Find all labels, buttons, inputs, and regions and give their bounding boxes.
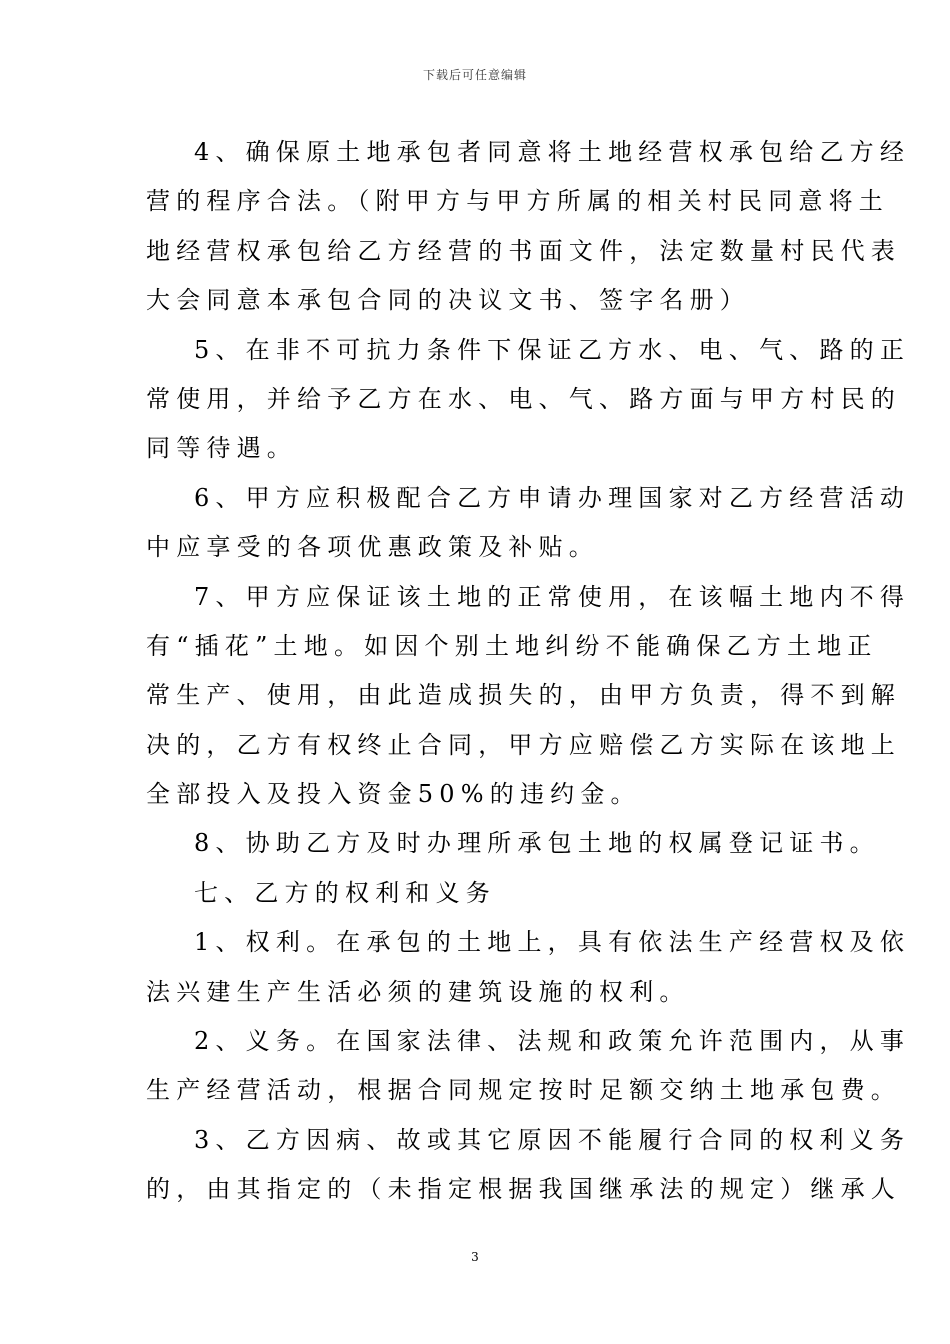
text-line: 5、在非不可抗力条件下保证乙方水、电、气、路的正 [194,335,911,364]
text-line: 6、甲方应积极配合乙方申请办理国家对乙方经营活动 [194,483,911,512]
text-line: 中应享受的各项优惠政策及补贴。 [146,533,599,562]
text-line: 3、乙方因病、故或其它原因不能履行合同的权利义务 [194,1125,911,1154]
page-number: 3 [471,1250,479,1264]
text-line: 常生产、使用，由此造成损失的，由甲方负责，得不到解 [146,681,901,710]
text-line: 大会同意本承包合同的决议文书、签字名册） [146,286,750,315]
text-line: 4、确保原土地承包者同意将土地经营权承包给乙方经 [194,138,911,166]
text-line: 营的程序合法。（附甲方与甲方所属的相关村民同意将土 [146,187,889,216]
text-line: 决的，乙方有权终止合同，甲方应赔偿乙方实际在该地上 [146,730,901,759]
text-line: 同等待遇。 [146,434,297,463]
text-line: 常使用，并给予乙方在水、电、气、路方面与甲方村民的 [146,384,901,413]
text-line: 的，由其指定的（未指定根据我国继承法的规定）继承人 [146,1175,901,1204]
text-line: 七、乙方的权利和义务 [194,878,496,907]
document-body [146,128,911,1215]
text-line: 生产经营活动，根据合同规定按时足额交纳土地承包费。 [146,1076,901,1105]
text-line: 8、协助乙方及时办理所承包土地的权属登记证书。 [194,829,880,858]
text-line: 2、义务。在国家法律、法规和政策允许范围内，从事 [194,1027,911,1056]
page-header: 下载后可任意编辑 [422,68,527,82]
text-line: 有“插花”土地。如因个别土地纠纷不能确保乙方土地正 [146,631,878,660]
text-line: 1、权利。在承包的土地上，具有依法生产经营权及依 [194,928,911,957]
text-line: 7、甲方应保证该土地的正常使用，在该幅土地内不得 [194,582,911,611]
text-line: 地经营权承包给乙方经营的书面文件，法定数量村民代表 [146,236,901,265]
text-line: 全部投入及投入资金50%的违约金。 [146,780,641,809]
text-line: 法兴建生产生活必须的建筑设施的权利。 [146,977,690,1006]
